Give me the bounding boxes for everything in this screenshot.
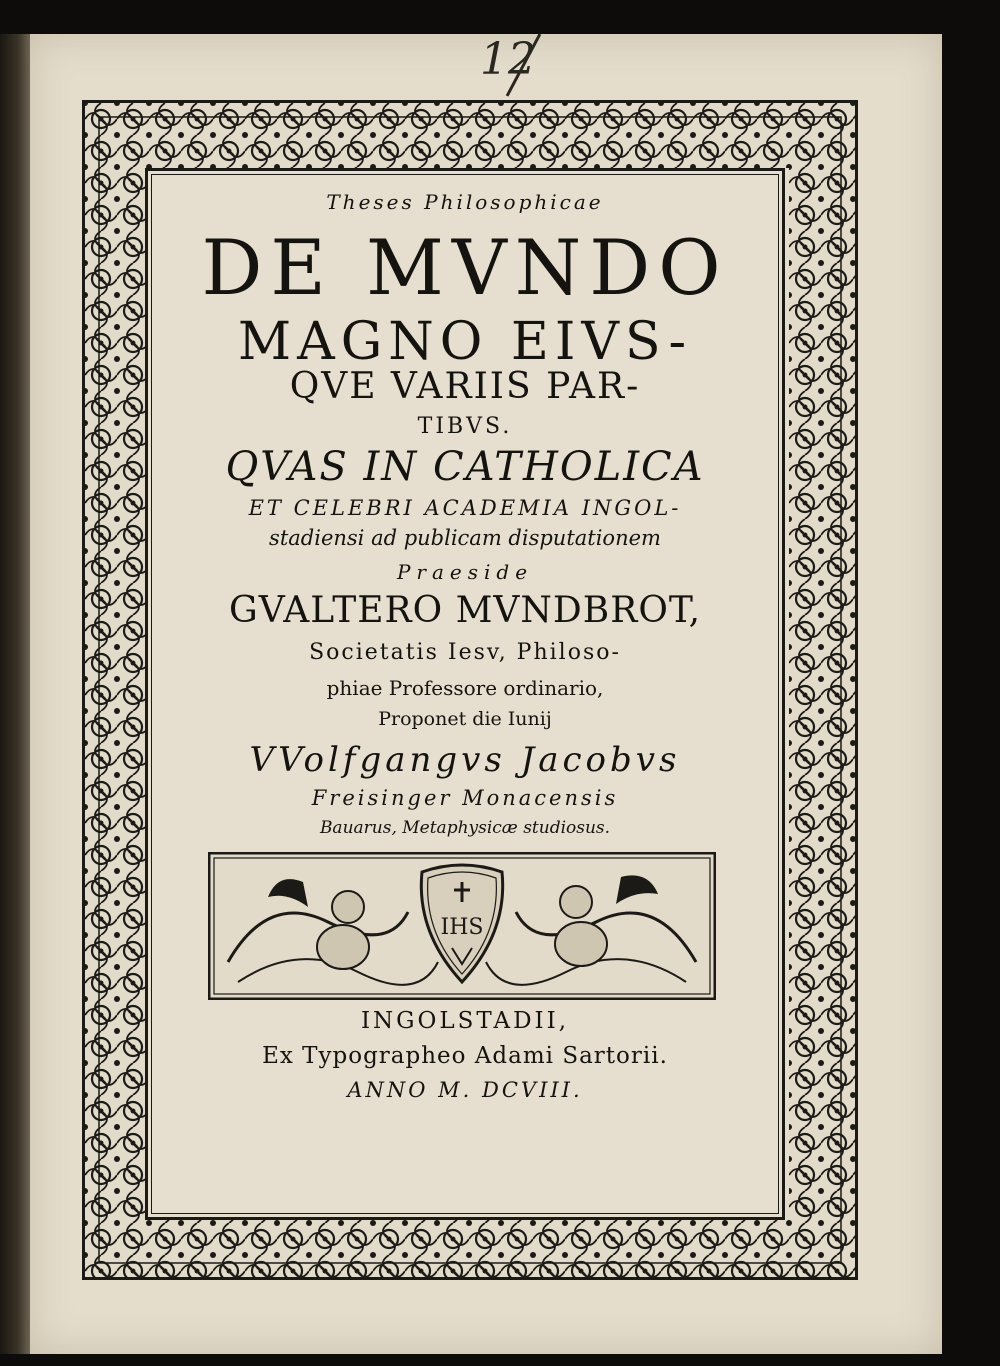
imprint-year: ANNO M. DCVIII. [347,1078,583,1102]
title-line-16: Bauarus, Metaphysicæ studiosus. [319,818,611,838]
title-line-7: ET CELEBRI ACADEMIA INGOL- [248,496,682,520]
imprint-printer: Ex Typographeo Adami Sartorii. [262,1043,668,1069]
book-gutter [0,34,30,1354]
title-line-15: Freisinger Monacensis [311,786,619,810]
imprint-place: INGOLSTADII, [360,1008,570,1034]
title-line-8: stadiensi ad publicam disputationem [269,526,661,550]
title-line-3: MAGNO EIVS- [237,312,693,372]
title-line-14: VVolfgangvs Jacobvs [249,740,681,780]
woodcut-emblem [208,852,716,1000]
title-line-6: QVAS IN CATHOLICA [225,444,705,490]
title-line-4: QVE VARIIS PAR- [289,366,641,407]
handwritten-page-number [470,26,550,96]
title-line-11: Societatis Iesv, Philoso- [309,640,621,665]
ihs-text: IHS [440,915,484,940]
title-line-10: GVALTERO MVNDBROT, [228,590,702,631]
annotation-text: 12 [480,34,536,85]
title-line-13: Proponet die Iunij [378,708,552,730]
title-line-1: Theses Philosophicae [326,190,604,214]
title-line-9: Praeside [396,560,534,584]
title-line-12: phiae Professore ordinario, [326,676,604,700]
title-line-2: DE MVNDO [201,223,729,312]
title-line-5: TIBVS. [417,414,513,439]
